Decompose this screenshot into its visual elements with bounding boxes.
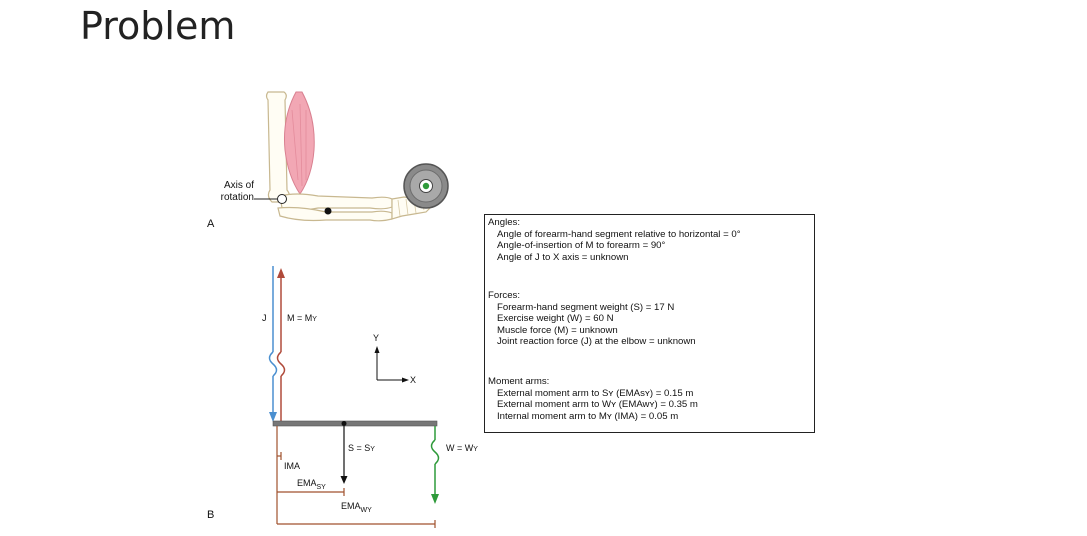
forearm-center-of-mass [325, 208, 332, 215]
panel-a-letter: A [207, 218, 215, 230]
biceps-muscle [284, 92, 314, 194]
problem-info-box [484, 214, 815, 433]
muscle-force-arrow [277, 268, 285, 422]
exercise-weight-arrow [431, 426, 439, 504]
ima-label: IMA [284, 461, 301, 471]
ulna-bone [278, 208, 392, 221]
m-force-text: M = M [287, 313, 313, 323]
emaw-label [341, 501, 372, 513]
segment-weight-arrow [341, 421, 348, 484]
joint-force-arrow [269, 266, 277, 422]
axis-label-line1: Axis of [223, 180, 254, 191]
panel-b-letter: B [207, 509, 215, 521]
y-axis-label: Y [373, 333, 380, 343]
weight-center-marker [423, 183, 429, 189]
x-axis-label: X [410, 375, 417, 385]
j-force-label: J [262, 313, 267, 323]
axis-of-rotation-label [214, 180, 254, 204]
m-force-label [287, 313, 317, 325]
w-force-text: W = W [446, 443, 474, 453]
force-line: Muscle force (M) = unknown [497, 324, 618, 336]
coordinate-axes [375, 346, 410, 383]
moment-arms-section [488, 376, 698, 422]
m-force-sub: Y [312, 316, 317, 323]
emas-sub: SY [316, 484, 326, 491]
w-force-sub: Y [473, 446, 478, 453]
s-force-label [348, 443, 375, 455]
angle-line: Angle-of-insertion of M to forearm = 90° [497, 240, 666, 251]
moment-arm-line: External moment arm to Sʏ (EMAsʏ) = 0.15 m [497, 387, 694, 399]
emaw-text: EMA [341, 501, 361, 511]
w-force-label [446, 443, 478, 455]
angle-line: Angle of forearm-hand segment relative to horizontal = 0° [497, 228, 741, 240]
angle-line: Angle of J to X axis = unknown [497, 251, 629, 263]
forces-section [488, 290, 696, 348]
emas-label [297, 478, 326, 490]
page-title: Problem [80, 4, 236, 48]
force-line: Exercise weight (W) = 60 N [497, 313, 614, 324]
angles-heading: Angles: [488, 217, 520, 228]
forces-heading: Forces: [488, 290, 520, 301]
emas-text: EMA [297, 478, 317, 488]
moment-arms-heading: Moment arms: [488, 376, 550, 387]
forearm-beam [273, 421, 437, 426]
moment-arm-line: External moment arm to Wʏ (EMAwʏ) = 0.35 m [497, 399, 698, 410]
force-line: Forearm-hand segment weight (S) = 17 N [497, 301, 675, 313]
moment-arm-line: Internal moment arm to Mʏ (IMA) = 0.05 m [497, 410, 679, 422]
s-force-text: S = S [348, 443, 371, 453]
axis-label-line2: rotation [220, 192, 254, 203]
angles-section [488, 217, 741, 263]
emaw-sub: WY [360, 507, 372, 514]
s-force-sub: Y [370, 446, 375, 453]
force-line: Joint reaction force (J) at the elbow = unknown [497, 336, 696, 347]
elbow-axis-marker [278, 195, 287, 204]
